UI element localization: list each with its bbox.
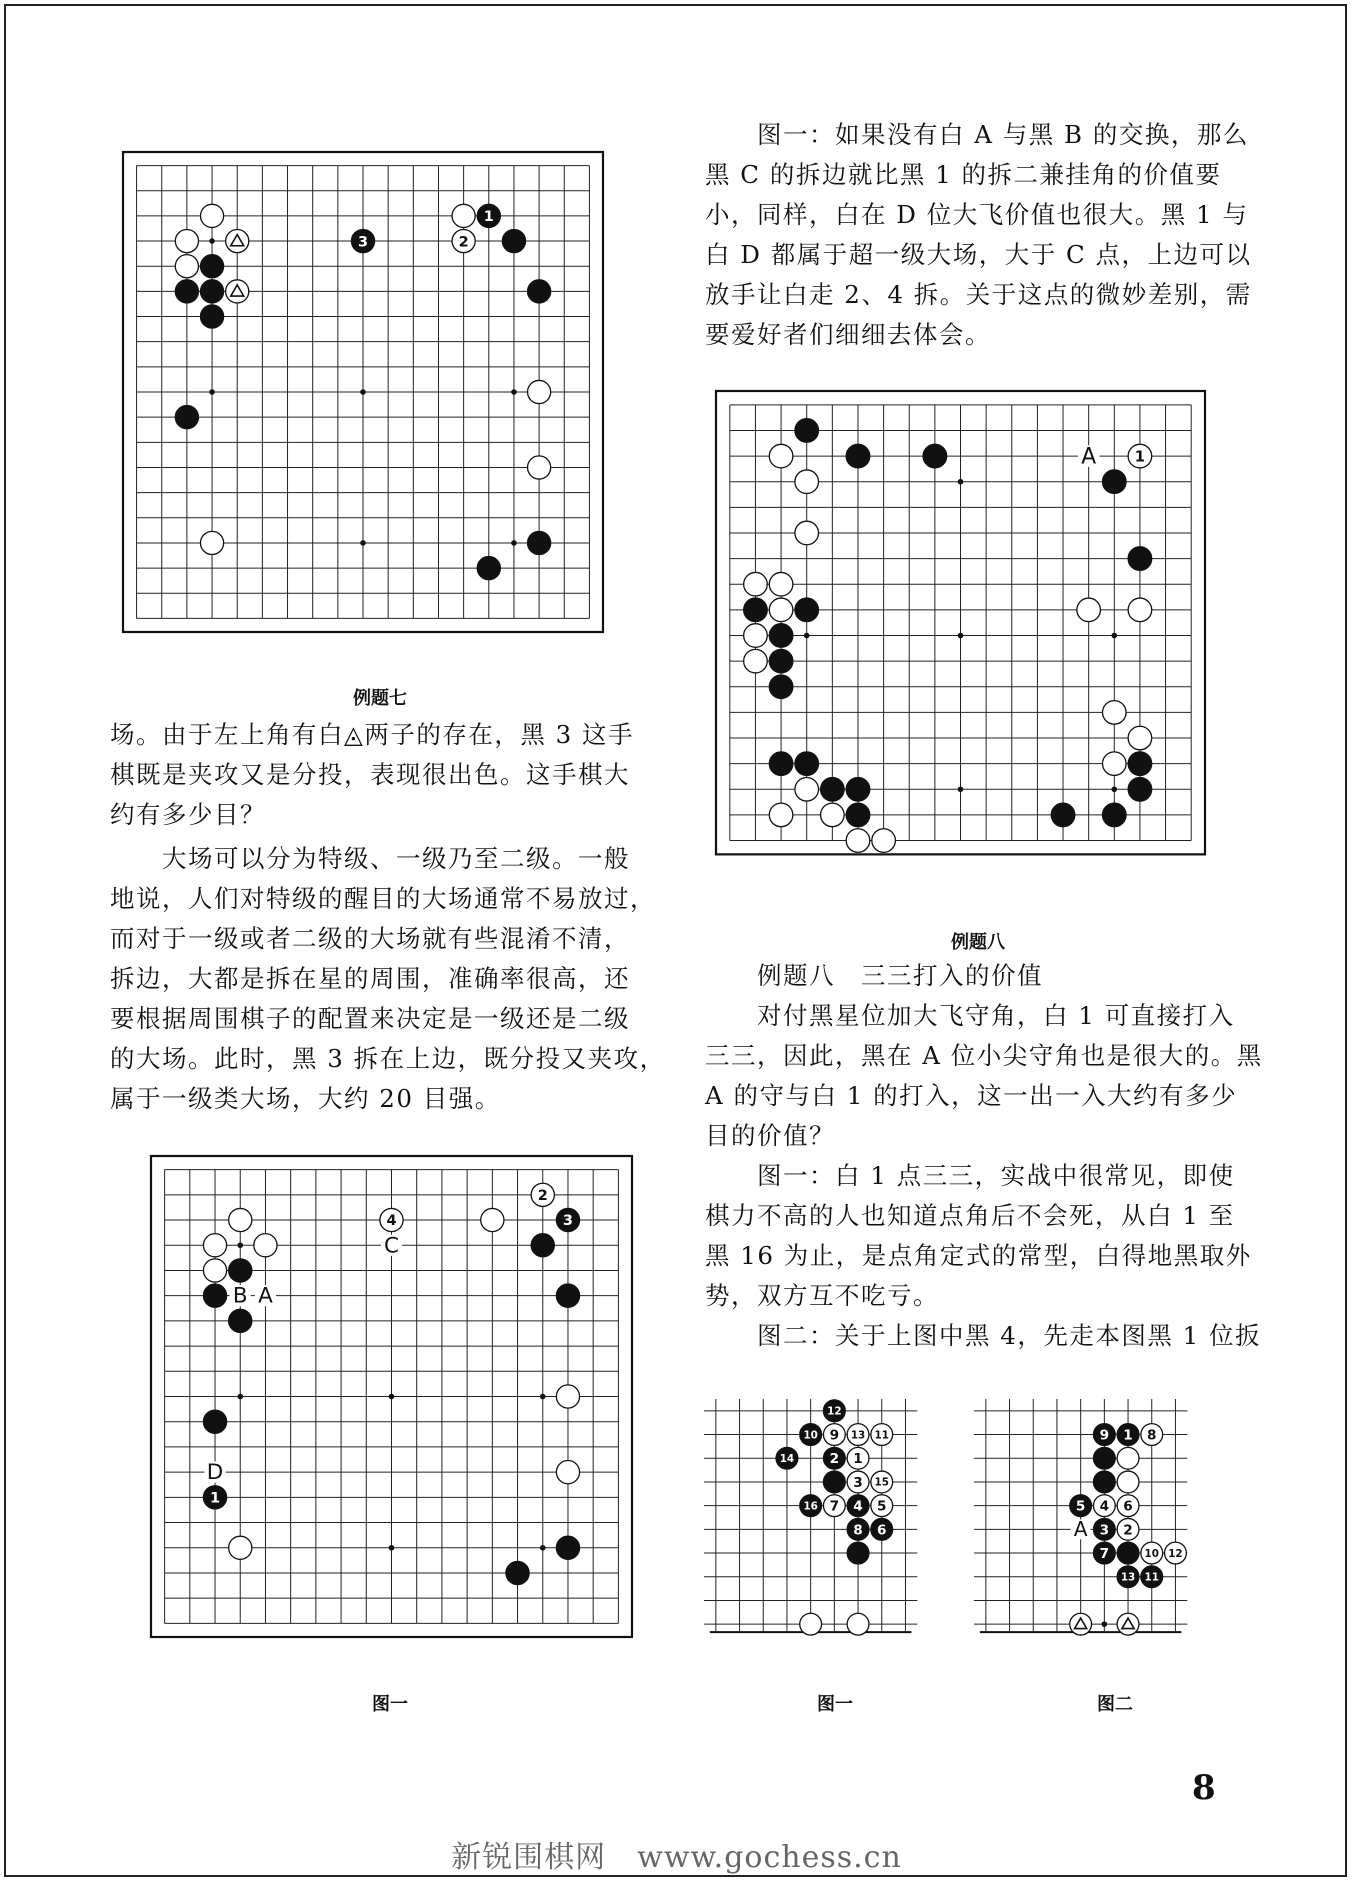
star-point	[209, 389, 215, 395]
white-stone	[1102, 701, 1126, 725]
paragraph-left-top	[110, 715, 634, 835]
board-label: A	[258, 1283, 273, 1309]
text-line: 拆边，大都是拆在星的周围，准确率很高，还	[110, 964, 630, 993]
board-label: C	[384, 1233, 399, 1259]
white-stone	[175, 229, 198, 252]
black-stone	[1128, 777, 1152, 801]
move-number: 4	[1099, 1498, 1110, 1515]
text-line: 地说，人们对特级的醒目的大场通常不易放过，	[110, 884, 656, 913]
black-stone	[795, 752, 819, 776]
black-stone	[821, 777, 845, 801]
white-stone	[229, 1208, 252, 1231]
white-stone	[1077, 598, 1101, 622]
board-grid	[730, 405, 1191, 841]
text-line: 场。由于左上角有白◬两子的存在，黑 3 这手	[110, 720, 635, 749]
text-line: 放手让白走 2、4 拆。关于这点的微妙差别，需	[705, 280, 1252, 309]
page-number: 8	[1192, 1768, 1216, 1808]
star-point	[540, 1394, 546, 1400]
board-figure-2-right	[960, 1385, 1210, 1650]
move-number: 3	[562, 1213, 574, 1230]
move-number: 4	[853, 1498, 863, 1515]
black-stone	[795, 598, 819, 622]
white-stone	[528, 456, 551, 479]
text-line: 势，双方互不吃亏。	[705, 1281, 939, 1310]
white-stone	[203, 1234, 226, 1257]
white-stone	[769, 803, 793, 827]
black-stone	[528, 280, 551, 303]
white-stone	[846, 829, 870, 853]
move-number: 11	[1144, 1571, 1159, 1584]
star-point	[360, 389, 366, 395]
star-point	[804, 633, 810, 639]
text-line: 例题八 三三打入的价值	[705, 961, 1043, 990]
move-number: 7	[829, 1498, 840, 1515]
move-number: 8	[853, 1522, 863, 1539]
black-stone	[528, 531, 551, 554]
caption-example-8: 例题八	[951, 932, 1005, 953]
white-stone	[1128, 598, 1152, 622]
black-stone	[1093, 1447, 1115, 1469]
black-stone	[556, 1284, 579, 1307]
black-stone	[846, 444, 870, 468]
text-line: 属于一级类大场，大约 20 目强。	[110, 1084, 501, 1113]
black-stone	[531, 1234, 554, 1257]
white-stone	[254, 1234, 277, 1257]
white-stone	[821, 803, 845, 827]
paragraph-right-mid	[705, 956, 1263, 1356]
move-number: 8	[1147, 1427, 1157, 1444]
white-stone	[200, 204, 223, 227]
star-point	[389, 1394, 395, 1400]
black-stone	[923, 444, 947, 468]
move-number: 5	[1075, 1498, 1086, 1515]
move-number: 16	[803, 1500, 818, 1513]
white-stone	[452, 204, 475, 227]
star-point	[237, 1394, 243, 1400]
black-stone	[506, 1561, 529, 1584]
move-number: 5	[877, 1498, 887, 1515]
move-number: 14	[779, 1452, 795, 1465]
black-stone	[769, 624, 793, 648]
text-line: 图一：如果没有白 A 与黑 B 的交换，那么	[705, 120, 1249, 149]
move-number: 10	[803, 1429, 818, 1442]
text-line: 棋力不高的人也知道点角后不会死，从白 1 至	[705, 1201, 1235, 1230]
star-point	[540, 1545, 546, 1551]
move-number: 13	[1120, 1571, 1136, 1584]
text-line: 黑 C 的拆边就比黑 1 的拆二兼挂角的价值要	[705, 160, 1222, 189]
board-label: B	[232, 1283, 248, 1309]
star-point	[1111, 633, 1117, 639]
board-example-7	[110, 139, 625, 645]
white-stone	[1117, 1447, 1139, 1469]
text-line: 要爱好者们细细去体会。	[705, 320, 991, 349]
caption-figure-2-right: 图二	[1097, 1694, 1133, 1715]
black-stone	[229, 1259, 252, 1282]
white-stone	[481, 1208, 504, 1231]
star-point	[958, 633, 964, 639]
black-stone	[502, 229, 525, 252]
black-stone	[1093, 1471, 1115, 1493]
move-number: 2	[537, 1188, 548, 1205]
caption-figure-1-left: 图一	[372, 1694, 408, 1715]
star-point	[511, 389, 517, 395]
star-point	[237, 1242, 243, 1248]
move-number: 1	[209, 1490, 221, 1507]
white-stone	[556, 1385, 579, 1408]
text-line: 要根据周围棋子的配置来决定是一级还是二级	[110, 1004, 630, 1033]
white-stone	[795, 777, 819, 801]
white-stone	[556, 1461, 579, 1484]
text-line: 图二：关于上图中黑 4，先走本图黑 1 位扳	[705, 1321, 1262, 1350]
move-number: 3	[357, 234, 369, 251]
text-line: 棋既是夹攻又是分投，表现很出色。这手棋大	[110, 760, 630, 789]
caption-figure-1-right: 图一	[817, 1694, 853, 1715]
board-label: A	[1073, 1516, 1088, 1541]
black-stone	[769, 752, 793, 776]
white-stone	[528, 380, 551, 403]
text-line: 白 D 都属于超一级大场，大于 C 点，上边可以	[705, 240, 1252, 269]
white-stone	[1128, 726, 1152, 750]
white-stone	[847, 1613, 869, 1635]
star-point	[1111, 786, 1117, 792]
white-stone	[769, 444, 793, 468]
white-stone	[229, 1536, 252, 1559]
black-stone	[769, 675, 793, 699]
white-stone	[1117, 1471, 1139, 1493]
move-number: 12	[1168, 1547, 1183, 1560]
black-stone	[1051, 803, 1075, 827]
text-line: 三三，因此，黑在 A 位小尖守角也是很大的。黑	[705, 1041, 1263, 1070]
white-stone	[203, 1259, 226, 1282]
star-point	[1102, 1621, 1108, 1627]
black-stone	[847, 1542, 869, 1564]
white-stone	[1102, 752, 1126, 776]
white-stone	[744, 624, 768, 648]
black-stone	[823, 1471, 845, 1493]
move-number: 9	[1099, 1427, 1110, 1444]
move-number: 6	[877, 1522, 887, 1539]
move-number: 12	[827, 1405, 842, 1418]
paragraph-left-mid	[110, 839, 666, 1119]
text-line: 约有多少目？	[110, 800, 266, 829]
move-number: 11	[874, 1429, 889, 1442]
move-number: 4	[386, 1213, 397, 1230]
move-number: 2	[1123, 1522, 1133, 1539]
black-stone	[175, 406, 198, 429]
white-stone	[226, 229, 249, 252]
star-point	[209, 238, 215, 244]
move-number: 9	[829, 1427, 840, 1444]
black-stone	[229, 1309, 252, 1332]
footer-watermark: 新锐围棋网 www.gochess.cn	[451, 1840, 902, 1875]
black-stone	[1117, 1542, 1139, 1564]
text-line: 对付黑星位加大飞守角，白 1 可直接打入	[705, 1001, 1235, 1030]
white-stone	[872, 829, 896, 853]
text-line: 的大场。此时，黑 3 拆在上边，既分投又夹攻，	[110, 1044, 666, 1073]
black-stone	[846, 777, 870, 801]
text-line: A 的守与白 1 的打入，这一出一入大约有多少	[705, 1081, 1238, 1110]
white-stone	[744, 572, 768, 596]
black-stone	[1128, 752, 1152, 776]
white-stone	[795, 470, 819, 494]
paragraph-right-top	[705, 115, 1252, 355]
board-label: A	[1081, 444, 1097, 470]
white-stone	[226, 280, 249, 303]
white-stone	[769, 572, 793, 596]
black-stone	[175, 280, 198, 303]
black-stone	[477, 557, 500, 580]
white-stone	[795, 521, 819, 545]
board-figure-1-right	[690, 1385, 940, 1650]
move-number: 10	[1144, 1547, 1159, 1560]
black-stone	[769, 649, 793, 673]
move-number: 2	[829, 1451, 840, 1468]
move-number: 15	[874, 1476, 889, 1489]
text-line: 而对于一级或者二级的大场就有些混淆不清，	[110, 924, 630, 953]
text-line: 黑 16 为止，是点角定式的常型，白得地黑取外	[705, 1241, 1252, 1270]
move-number: 1	[1134, 448, 1146, 466]
black-stone	[200, 255, 223, 278]
move-number: 7	[1099, 1545, 1110, 1562]
black-stone	[556, 1536, 579, 1559]
board-figure-1-left	[138, 1143, 651, 1650]
black-stone	[200, 305, 223, 328]
white-stone	[769, 598, 793, 622]
move-number: 3	[853, 1474, 863, 1491]
white-stone	[800, 1613, 822, 1635]
black-stone	[203, 1410, 226, 1433]
move-number: 3	[1099, 1522, 1110, 1539]
caption-example-7: 例题七	[353, 688, 407, 709]
text-line: 小，同样，白在 D 位大飞价值也很大。黑 1 与	[705, 200, 1249, 229]
black-stone	[795, 419, 819, 443]
black-stone	[200, 280, 223, 303]
move-number: 6	[1123, 1498, 1133, 1515]
white-stone	[200, 531, 223, 554]
move-number: 1	[483, 209, 494, 226]
black-stone	[1102, 803, 1126, 827]
board-example-8	[703, 378, 1218, 888]
black-stone	[846, 803, 870, 827]
black-stone	[744, 598, 768, 622]
star-point	[511, 540, 517, 546]
move-number: 2	[458, 234, 469, 251]
star-point	[958, 786, 964, 792]
white-stone	[744, 649, 768, 673]
move-number: 1	[1123, 1427, 1133, 1444]
text-line: 目的价值？	[705, 1121, 835, 1150]
black-stone	[1102, 470, 1126, 494]
black-stone	[203, 1284, 226, 1307]
move-number: 13	[850, 1429, 866, 1442]
board-label: D	[206, 1460, 224, 1486]
text-line: 图一：白 1 点三三，实战中很常见，即使	[705, 1161, 1235, 1190]
star-point	[389, 1545, 395, 1551]
white-stone	[175, 255, 198, 278]
star-point	[360, 540, 366, 546]
star-point	[958, 479, 964, 485]
move-number: 1	[853, 1451, 863, 1468]
text-line: 大场可以分为特级、一级乃至二级。一般	[110, 844, 630, 873]
black-stone	[1128, 547, 1152, 571]
